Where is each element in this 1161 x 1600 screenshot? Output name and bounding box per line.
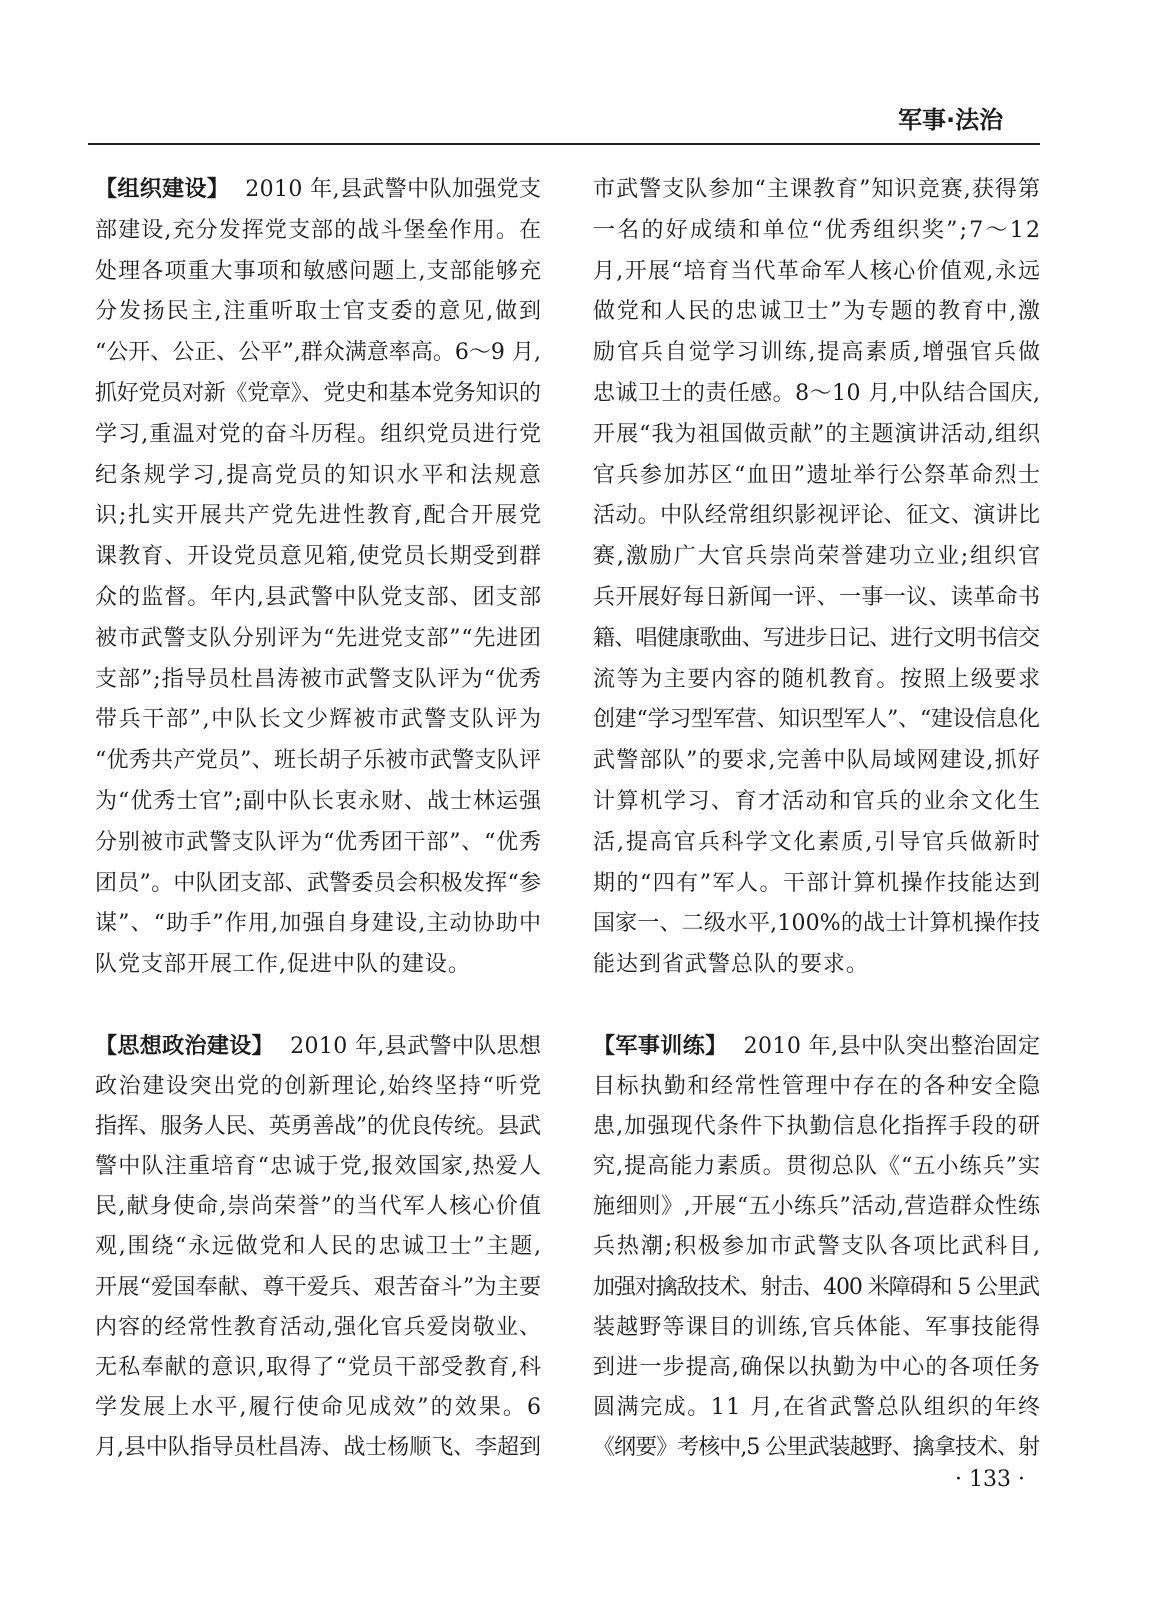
running-header: 军事·法治 <box>898 106 1004 134</box>
text-line: 队党支部开展工作,促进中队的建设。 <box>95 952 471 978</box>
text-line: 内容的经常性教育活动,强化官兵爱岗敬业、 <box>95 1314 543 1340</box>
text-line: 课教育、开设党员意见箱,使党员长期受到群 <box>95 544 543 570</box>
text-line-content: 2010 年,县中队突出整治固定 <box>743 1034 1041 1059</box>
text-line: 处理各项重大事项和敏感问题上,支部能够充 <box>95 258 543 284</box>
text-line: 活,提高官兵科学文化素质,引导官兵做新时 <box>593 829 1042 855</box>
text-line: 兵开展好每日新闻一评、一事一议、读革命书 <box>593 584 1041 610</box>
text-line-content: 2010 年,县武警中队加强党支 <box>245 177 542 202</box>
text-line: 被市武警支队分别评为“先进党支部”“先进团 <box>95 625 542 651</box>
text-line: “优秀共产党员”、班长胡子乐被市武警支队评 <box>95 748 542 774</box>
text-line: 计算机学习、育才活动和官兵的业余文化生 <box>593 788 1042 814</box>
text-line: 月,开展“培育当代革命军人核心价值观,永远 <box>593 258 1042 284</box>
text-line: 支部”;指导员杜昌涛被市武警支队评为“优秀 <box>95 666 542 692</box>
text-line: 国家一、二级水平,100%的战士计算机操作技 <box>593 911 1041 937</box>
text-line: 励官兵自觉学习训练,提高素质,增强官兵做 <box>593 340 1042 366</box>
text-line: 识;扎实开展共产党先进性教育,配合开展党 <box>95 503 543 529</box>
text-line: 到进一步提高,确保以执勤为中心的各项任务 <box>593 1354 1042 1380</box>
text-line: 政治建设突出党的创新理论,始终坚持“听党 <box>95 1074 543 1100</box>
text-line: 带兵干部”,中队长文少辉被市武警支队评为 <box>95 707 543 733</box>
text-line: 籍、唱健康歌曲、写进步日记、进行文明书信交 <box>593 625 1040 651</box>
text-line: 赛,激励广大官兵崇尚荣誉建功立业;组织官 <box>593 544 1042 570</box>
text-line: 活动。中队经常组织影视评论、征文、演讲比 <box>593 503 1041 529</box>
page-number: · 133 · <box>955 1467 1025 1492</box>
text-line: 开展“爱国奉献、尊干爱兵、艰苦奋斗”为主要 <box>95 1274 542 1300</box>
text-line: 市武警支队参加“主课教育”知识竞赛,获得第 <box>593 177 1042 202</box>
header-rule <box>88 143 1040 145</box>
text-line: 圆满完成。11 月,在省武警总队组织的年终 <box>593 1394 1042 1420</box>
text-line: 能达到省武警总队的要求。 <box>593 952 869 978</box>
text-line: 装越野等课目的训练,官兵体能、军事技能得 <box>593 1314 1042 1340</box>
text-line: 患,加强现代条件下执勤信息化指挥手段的研 <box>593 1114 1042 1140</box>
text-line-content: 2010 年,县武警中队思想 <box>290 1034 542 1059</box>
text-line: 众的监督。年内,县武警中队党支部、团支部 <box>95 584 543 610</box>
text-line: 无私奉献的意识,取得了“党员干部受教育,科 <box>95 1354 543 1380</box>
text-line: 观,围绕“永远做党和人民的忠诚卫士”主题, <box>95 1234 543 1260</box>
text-line: 究,提高能力素质。贯彻总队《“五小练兵”实 <box>593 1154 1042 1180</box>
text-line: 官兵参加苏区“血田”遗址举行公祭革命烈士 <box>593 462 1042 488</box>
section-label: 【组织建设】 <box>95 177 230 202</box>
text-line: 谋”、“助手”作用,加强自身建设,主动协助中 <box>95 911 543 937</box>
text-line: 开展“我为祖国做贡献”的主题演讲活动,组织 <box>593 421 1042 447</box>
text-line: 目标执勤和经常性管理中存在的各种安全隐 <box>593 1074 1042 1100</box>
text-line: 民,献身使命,崇尚荣誉”的当代军人核心价值 <box>95 1194 543 1220</box>
section-ideological-political-building <box>95 1027 544 1468</box>
text-line: 加强对擒敌技术、射击、400 米障碍和 5 公里武 <box>593 1274 1039 1300</box>
text-line: 分别被市武警支队评为“优秀团干部”、“优秀 <box>95 829 542 855</box>
text-line: 武警部队”的要求,完善中队局域网建设,抓好 <box>593 748 1042 774</box>
text-line: 期的“四有”军人。干部计算机操作技能达到 <box>593 870 1042 896</box>
text-line: 分发扬民主,注重听取士官支委的意见,做到 <box>95 299 543 325</box>
text-line <box>593 1027 1040 1067</box>
section-military-training <box>593 1027 1040 1468</box>
section-label: 【思想政治建设】 <box>95 1034 275 1059</box>
text-line: “公开、公正、公平”,群众满意率高。6～9 月, <box>95 340 542 366</box>
text-line: 兵热潮;积极参加市武警支队各项比武科目, <box>593 1234 1042 1260</box>
section-ideological-political-building-continued <box>593 170 1043 986</box>
text-line: 创建“学习型军营、知识型军人”、“建设信息化 <box>593 707 1040 733</box>
section-label: 【军事训练】 <box>593 1034 728 1059</box>
text-line: 为“优秀士官”;副中队长衷永财、战士林运强 <box>95 788 542 814</box>
text-line: 忠诚卫士的责任感。8～10 月,中队结合国庆, <box>593 380 1041 406</box>
text-line: 一名的好成绩和单位“优秀组织奖”;7～12 <box>593 217 1043 243</box>
text-line <box>95 170 541 211</box>
text-line: 学发展上水平,履行使命见成效”的效果。6 <box>95 1394 544 1420</box>
text-line: 流等为主要内容的随机教育。按照上级要求 <box>593 666 1042 692</box>
text-line: 指挥、服务人民、英勇善战”的优良传统。县武 <box>95 1114 541 1140</box>
text-line: 团员”。中队团支部、武警委员会积极发挥“参 <box>95 870 542 896</box>
text-line: 学习,重温对党的奋斗历程。组织党员进行党 <box>95 421 543 447</box>
text-line: 抓好党员对新《党章》、党史和基本党务知识的 <box>95 380 541 406</box>
text-line: 施细则》,开展“五小练兵”活动,营造群众性练 <box>593 1194 1041 1220</box>
text-line: 做党和人民的忠诚卫士”为专题的教育中,激 <box>593 299 1042 325</box>
text-line <box>95 1027 541 1067</box>
text-line: 《纲要》考核中,5 公里武装越野、擒拿技术、射 <box>593 1434 1040 1460</box>
text-line: 纪条规学习,提高党员的知识水平和法规意 <box>95 462 544 488</box>
text-line: 月,县中队指导员杜昌涛、战士杨顺飞、李超到 <box>95 1434 541 1460</box>
section-organization-building <box>95 170 544 986</box>
text-line: 警中队注重培育“忠诚于党,报效国家,热爱人 <box>95 1154 543 1180</box>
text-line: 部建设,充分发挥党支部的战斗堡垒作用。在 <box>95 217 543 243</box>
